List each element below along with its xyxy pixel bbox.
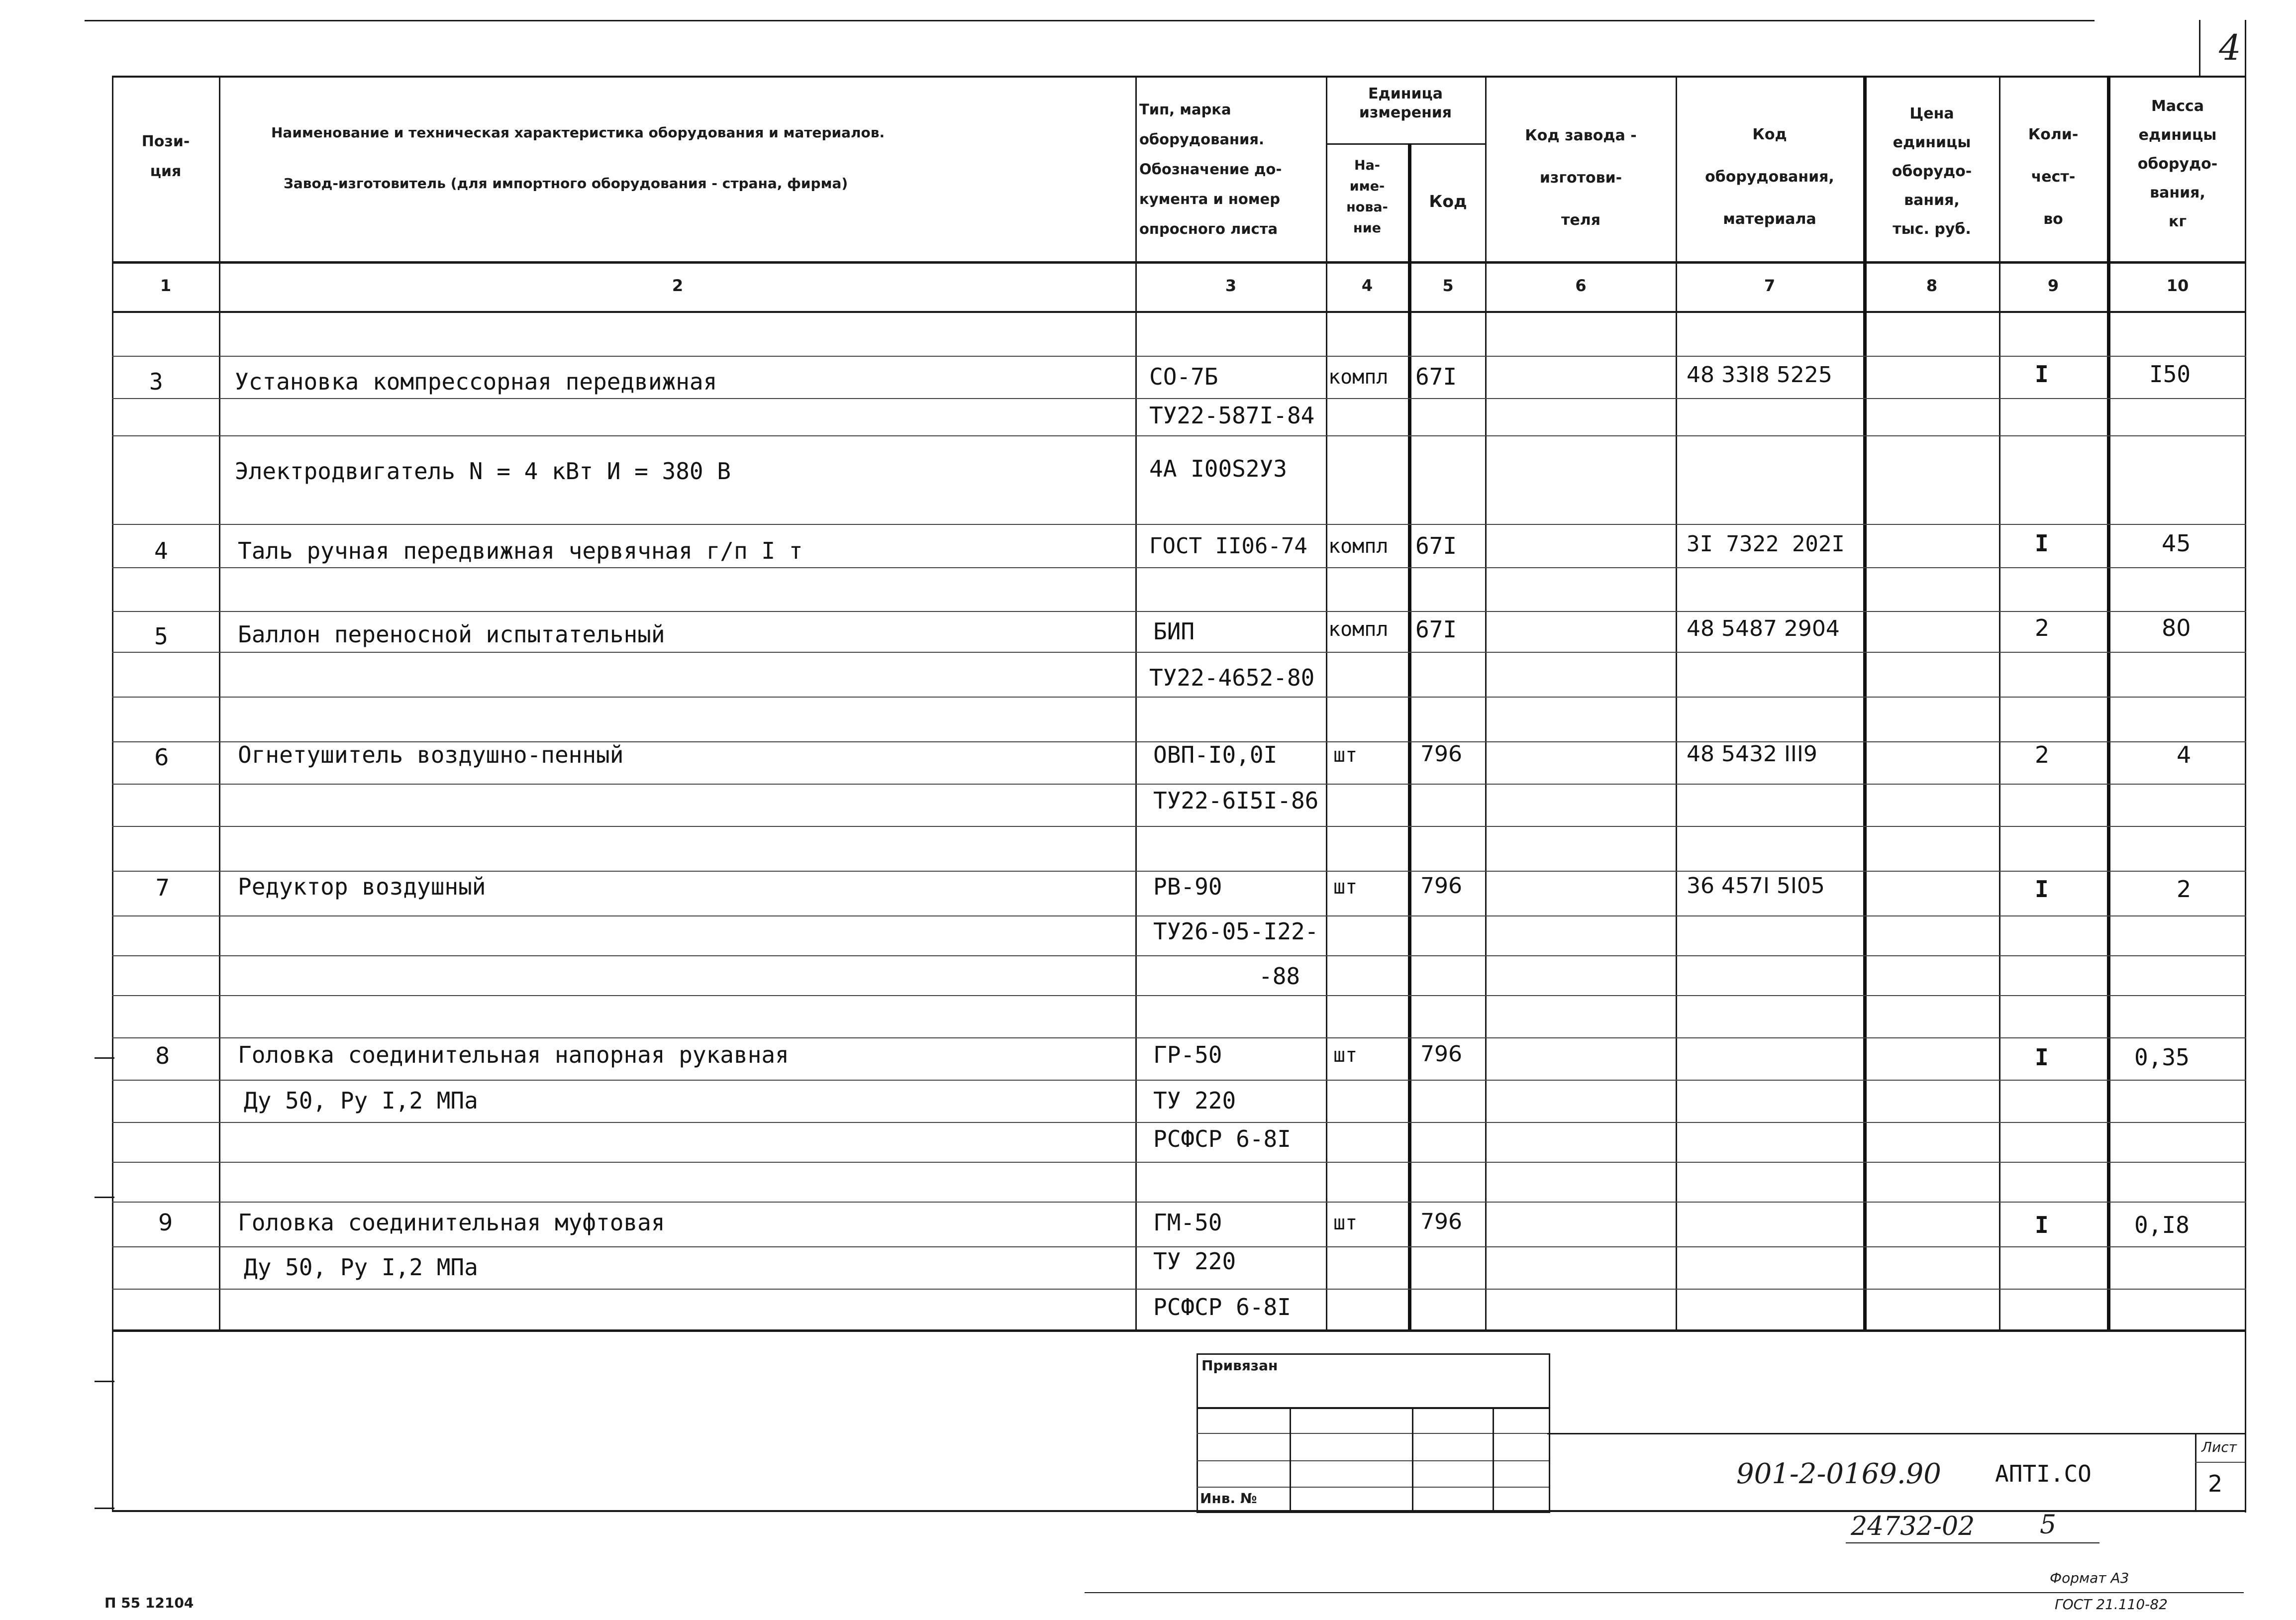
col-sep-2: [1135, 76, 1137, 1329]
header-unit-group: Единица измерения: [1359, 85, 1452, 121]
row-8-mass: 0,35: [2134, 1044, 2190, 1071]
row-9-mass: 0,I8: [2134, 1212, 2190, 1238]
row-5-spec: ТУ22-4652-80: [1149, 664, 1315, 691]
row-line: [112, 1037, 2246, 1038]
row-8-type: ГР-50: [1153, 1041, 1222, 1068]
header-mass: Масса единицы оборудо- вания, кг: [2137, 98, 2218, 230]
row-7-mass: 2: [2177, 876, 2192, 903]
row-6-quantity: 2: [2035, 741, 2050, 768]
row-9-quantity: I: [2035, 1212, 2049, 1238]
row-line: [112, 1080, 2246, 1081]
row-line: [112, 398, 2246, 399]
archive-underline: [1846, 1542, 2099, 1543]
row-7-position: 7: [155, 874, 170, 901]
row-9-code: 796: [1420, 1209, 1462, 1234]
stamp-col: [1412, 1407, 1413, 1510]
header-type: Тип, марка оборудования. Обозначение до- кумента и номер опросного листа: [1139, 101, 1282, 237]
header-material-code: Код оборудования, материала: [1705, 126, 1834, 228]
row-line: [112, 567, 2246, 568]
row-8-spec-name: Ду 50, Ру I,2 МПа: [244, 1087, 478, 1114]
row-3-position: 3: [149, 368, 163, 395]
row-6-position: 6: [154, 744, 169, 771]
header-position: Пози- ция: [141, 133, 190, 180]
col-sep-6: [1676, 76, 1677, 1329]
colnum-bottom-line: [112, 311, 2246, 313]
header-name-line2: Завод-изготовитель (для импортного оборудования - страна, фирма): [284, 175, 848, 192]
row-9-name: Головка соединительная муфтовая: [238, 1209, 665, 1236]
row-6-type: ОВП-I0,0I: [1153, 741, 1278, 768]
row-4-quantity: I: [2035, 530, 2049, 557]
row-line: [112, 611, 2246, 612]
row-9-position: 9: [158, 1209, 173, 1236]
binding-tick: [95, 1057, 114, 1059]
row-line: [112, 697, 2246, 698]
row-4-position: 4: [154, 537, 168, 564]
row-5-unit: компл: [1328, 618, 1389, 641]
colnum-10: 10: [2166, 276, 2189, 295]
gost-label: ГОСТ 21.110-82: [2055, 1596, 2168, 1613]
row-6-name: Огнетушитель воздушно-пенный: [238, 741, 624, 768]
corner-box-left: [2199, 20, 2200, 76]
row-4-mass: 45: [2162, 530, 2191, 557]
row-7-quantity: I: [2035, 876, 2049, 903]
row-7-unit: шт: [1333, 876, 1358, 899]
row-7-spec-line2: -88: [1259, 963, 1300, 990]
row-3-material-code: 48 33I8 5225: [1687, 362, 1832, 388]
colnum-9: 9: [2047, 276, 2059, 295]
row-8-position: 8: [155, 1042, 170, 1069]
row-line: [112, 915, 2246, 916]
print-code: П 55 12104: [104, 1595, 194, 1611]
row-line: [112, 652, 2246, 653]
row-line: [112, 1202, 2246, 1203]
row-9-spec-type-2: РСФСР 6-8I: [1153, 1294, 1291, 1320]
row-6-unit: шт: [1333, 744, 1358, 767]
row-3-motor-name: Электродвигатель N = 4 кВт И = 380 В: [235, 458, 731, 485]
row-4-code: 67I: [1415, 532, 1457, 559]
row-5-material-code: 48 5487 2904: [1687, 616, 1840, 641]
sheet-number: 2: [2208, 1470, 2223, 1497]
row-6-code: 796: [1420, 741, 1462, 767]
col-sep-4: [1408, 143, 1411, 1329]
stamp-col: [1493, 1407, 1494, 1510]
header-bottom-line: [112, 261, 2246, 264]
col-sep-8: [1999, 76, 2000, 1329]
row-8-unit: шт: [1333, 1044, 1358, 1067]
archive-number: 24732-02: [1851, 1512, 1975, 1541]
row-4-name: Таль ручная передвижная червячная г/п I т: [238, 537, 803, 564]
row-line: [112, 871, 2246, 872]
row-8-spec-type-2: РСФСР 6-8I: [1153, 1125, 1291, 1152]
stamp-line: [1197, 1407, 1549, 1409]
row-6-spec: ТУ22-6I5I-86: [1153, 787, 1319, 814]
colnum-7: 7: [1764, 276, 1776, 295]
row-5-position: 5: [154, 623, 168, 650]
stamp-line: [1197, 1433, 1549, 1434]
col-sep-3: [1326, 76, 1327, 1329]
row-line: [112, 826, 2246, 827]
row-3-unit: компл: [1328, 366, 1389, 389]
row-3-name: Установка компрессорная передвижная: [235, 368, 717, 395]
table-top-border: [112, 76, 2246, 78]
row-3-type: СО-7Б: [1149, 363, 1218, 390]
stamp-col: [1290, 1407, 1291, 1510]
header-unit-name: На- име- нова- ние: [1346, 158, 1388, 236]
row-7-spec-line1: ТУ26-05-I22-: [1153, 918, 1319, 945]
row-4-unit: компл: [1328, 535, 1389, 558]
row-4-material-code: 3I 7322 202I: [1687, 531, 1845, 557]
row-line: [112, 784, 2246, 785]
header-quantity: Коли- чест- во: [2028, 126, 2079, 228]
row-line: [112, 524, 2246, 525]
row-9-unit: шт: [1333, 1212, 1358, 1234]
row-7-type: РВ-90: [1153, 873, 1222, 900]
row-6-material-code: 48 5432 III9: [1687, 741, 1817, 767]
row-line: [112, 1122, 2246, 1123]
row-line: [112, 955, 2246, 956]
row-line: [112, 1246, 2246, 1247]
binding-tick: [95, 1508, 114, 1509]
document-number: 901-2-0169.90: [1736, 1458, 1941, 1490]
col-sep-9: [2107, 76, 2110, 1329]
top-rule: [85, 20, 2095, 21]
row-3-spec: ТУ22-587I-84: [1149, 402, 1315, 429]
stamp-line: [1197, 1487, 1549, 1488]
row-9-type: ГМ-50: [1153, 1209, 1222, 1236]
row-4-type: ГОСТ II06-74: [1149, 533, 1307, 559]
footer-rule: [1085, 1592, 2244, 1593]
row-line: [112, 356, 2246, 357]
row-5-name: Баллон переносной испытательный: [238, 621, 665, 648]
row-5-type: БИП: [1153, 618, 1195, 645]
row-6-mass: 4: [2177, 741, 2192, 768]
row-7-code: 796: [1420, 873, 1462, 899]
col-sep-7: [1863, 76, 1867, 1329]
header-name-line1: Наименование и техническая характеристика оборудования и материалов.: [271, 124, 885, 141]
colnum-3: 3: [1225, 276, 1237, 295]
row-9-spec-type: ТУ 220: [1153, 1248, 1236, 1275]
row-5-quantity: 2: [2035, 614, 2050, 641]
row-line: [112, 435, 2246, 436]
row-3-code: 67I: [1415, 363, 1457, 390]
row-5-mass: 80: [2162, 614, 2191, 641]
colnum-8: 8: [1926, 276, 1938, 295]
col-sep-5: [1485, 76, 1487, 1329]
unit-group-divider: [1326, 143, 1485, 145]
stamp-line: [1197, 1460, 1549, 1461]
row-line: [112, 1162, 2246, 1163]
document-code: АПТI.СО: [1995, 1460, 2092, 1487]
row-5-code: 67I: [1415, 616, 1457, 643]
row-8-code: 796: [1420, 1041, 1462, 1067]
colnum-6: 6: [1575, 276, 1587, 295]
binding-tick: [95, 1197, 114, 1198]
format-label: Формат А3: [2050, 1570, 2129, 1586]
sheet-label: Лист: [2201, 1439, 2237, 1455]
row-9-spec-name: Ду 50, Ру I,2 МПа: [244, 1254, 478, 1281]
row-3-mass: I50: [2149, 361, 2191, 388]
sheet-corner-number: 4: [2219, 27, 2241, 68]
colnum-4: 4: [1361, 276, 1373, 295]
stamp-inventory-label: Инв. №: [1200, 1490, 1257, 1507]
col-sep-1: [219, 76, 220, 1329]
row-3-motor-type: 4А I00S2У3: [1149, 455, 1287, 482]
header-factory-code: Код завода - изготови- теля: [1525, 127, 1637, 229]
row-7-name: Редуктор воздушный: [238, 873, 486, 900]
row-line: [112, 995, 2246, 996]
archive-sheet: 5: [2040, 1510, 2057, 1540]
table-body-bottom: [112, 1329, 2246, 1332]
row-8-spec-type: ТУ 220: [1153, 1087, 1236, 1114]
colnum-2: 2: [672, 276, 684, 295]
row-line: [112, 1289, 2246, 1290]
title-block-top: [1547, 1433, 2246, 1434]
header-price: Цена единицы оборудо- вания, тыс. руб.: [1892, 105, 1972, 238]
row-8-quantity: I: [2035, 1044, 2049, 1071]
sheet-box-divider: [2195, 1462, 2245, 1463]
binding-tick: [95, 1381, 114, 1382]
row-8-name: Головка соединительная напорная рукавная: [238, 1041, 789, 1068]
colnum-5: 5: [1442, 276, 1454, 295]
stamp-linked-label: Привязан: [1201, 1357, 1278, 1374]
header-unit-code: Код: [1429, 192, 1467, 211]
row-3-quantity: I: [2035, 361, 2049, 388]
colnum-1: 1: [160, 276, 172, 295]
row-7-material-code: 36 457I 5I05: [1687, 873, 1825, 899]
